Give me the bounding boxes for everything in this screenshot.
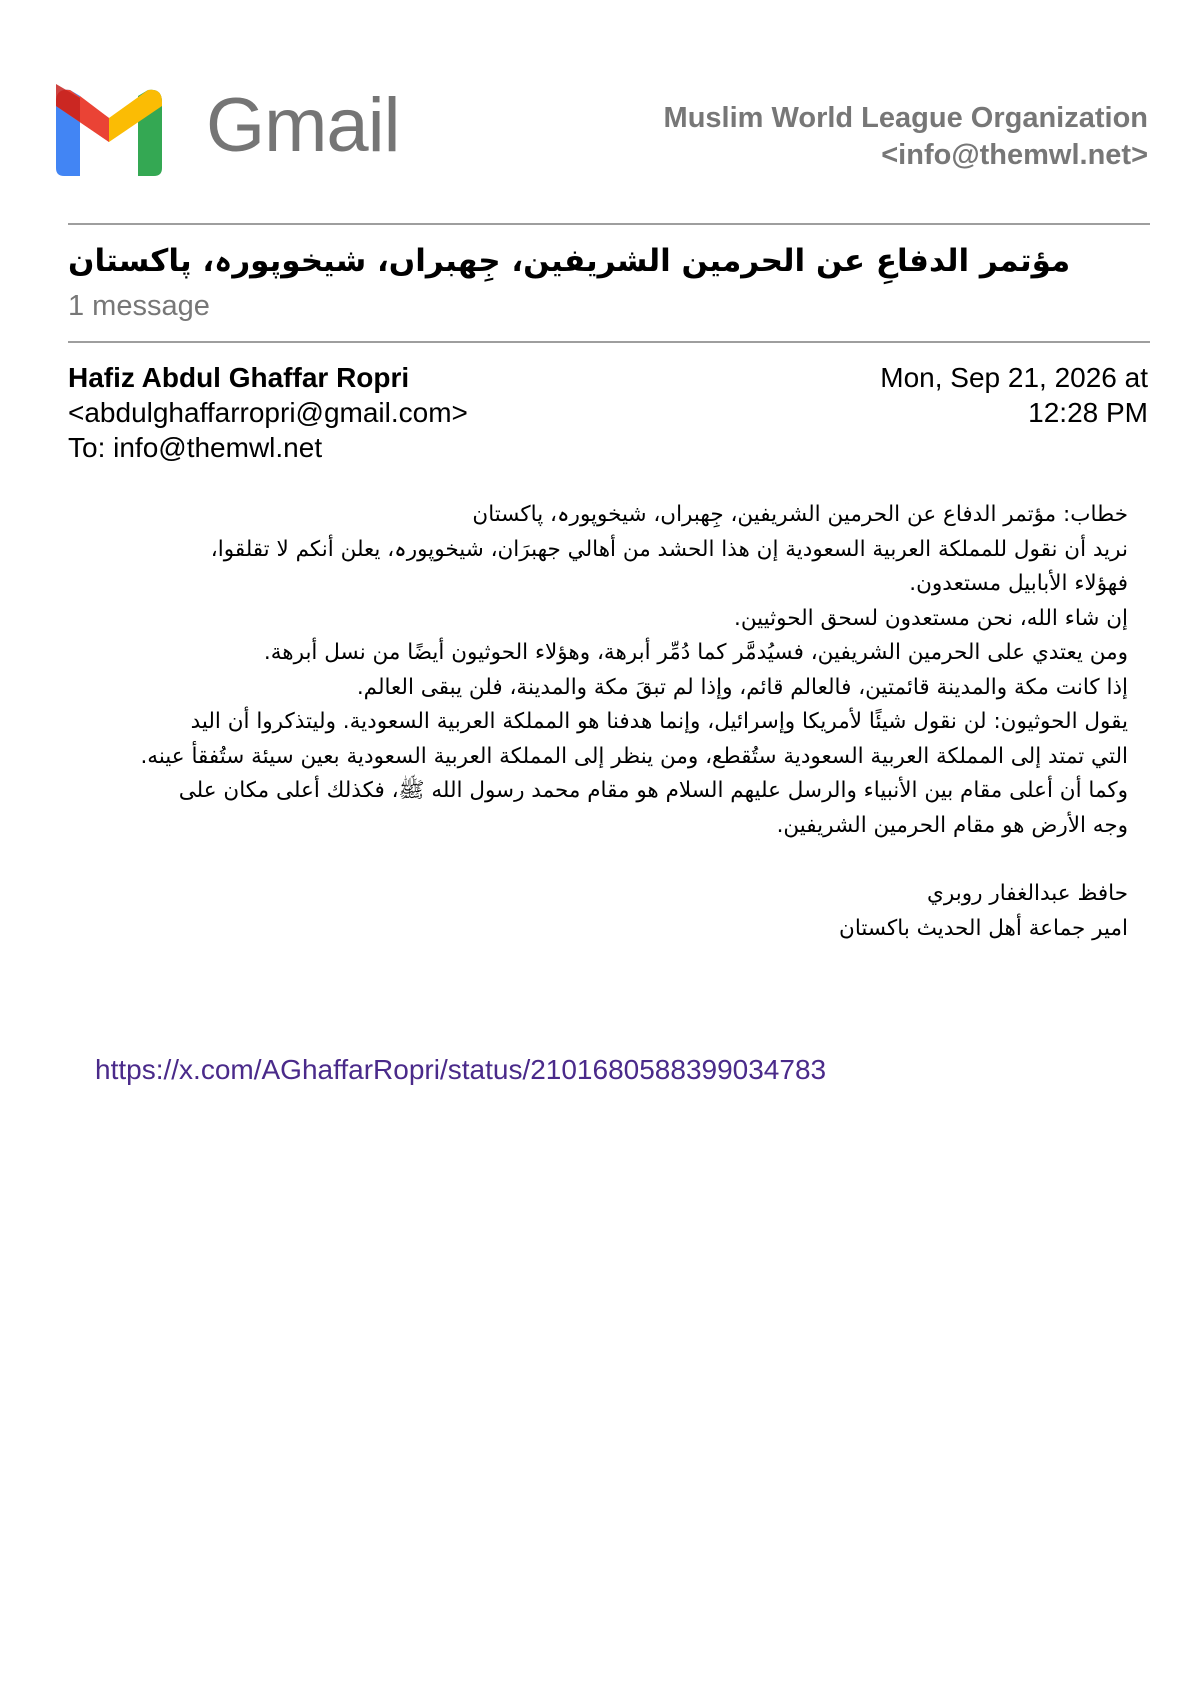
signature-title: امير جماعة أهل الحديث باكستان xyxy=(839,915,1128,941)
message-count: 1 message xyxy=(68,290,210,322)
sender-info xyxy=(68,360,468,465)
account-name: Muslim World League Organization xyxy=(663,102,1148,134)
header-divider xyxy=(68,223,1150,225)
recipient-line: To: info@themwl.net xyxy=(68,432,323,463)
date-line-2: 12:28 PM xyxy=(1028,397,1148,428)
sender-email: <abdulghaffarropri@gmail.com> xyxy=(68,397,468,428)
account-email: <info@themwl.net> xyxy=(881,139,1148,171)
body-line: إن شاء الله، نحن مستعدون لسحق الحوثيين. xyxy=(733,605,1128,631)
date-line-1: Mon, Sep 21, 2026 at xyxy=(880,362,1148,393)
subject-text: مؤتمر الدفاعِ عن الحرمين الشريفين، جِهبراں، شیخوپورہ، پاکستان xyxy=(68,243,1071,279)
gmail-logo-icon xyxy=(56,84,162,176)
body-spacer xyxy=(90,843,1128,877)
thread-subject xyxy=(68,238,1150,284)
account-header xyxy=(664,100,1148,174)
signature-name: حافظ عبدالغفار روبري xyxy=(927,881,1128,906)
body-line: يقول الحوثيون: لن نقول شيئًا لأمريكا وإسرائيل، وإنما هدفنا هو المملكة العربية السعودية. وليتذكروا أن اليد xyxy=(190,709,1128,734)
body-line: إذا كانت مكة والمدينة قائمتين، فالعالم قائم، وإذا لم تبقَ مكة والمدينة، فلن يبقى العالم. xyxy=(356,674,1128,700)
thread-divider xyxy=(68,341,1150,343)
body-line: وجه الأرض هو مقام الحرمين الشريفين. xyxy=(776,812,1128,838)
gmail-wordmark: Gmail xyxy=(206,83,400,168)
sender-name: Hafiz Abdul Ghaffar Ropri xyxy=(68,362,410,393)
body-line: نريد أن نقول للمملكة العربية السعودية إن هذا الحشد من أهالي جهبرَان، شیخوپورہ، يعلن أنكم لا تقلقوا، xyxy=(210,536,1128,562)
message-date xyxy=(828,360,1148,430)
status-link[interactable]: https://x.com/AGhaffarRopri/status/2101680588399034783 xyxy=(95,1054,827,1085)
body-line: ومن يعتدي على الحرمين الشريفين، فسيُدمَّر كما دُمِّر أبرهة، وهؤلاء الحوثيون أيضًا من نسل أبرهة. xyxy=(263,640,1128,665)
body-line: خطاب: مؤتمر الدفاع عن الحرمين الشريفين، جِهبراں، شیخوپورہ، پاکستان xyxy=(472,502,1128,527)
body-line: وكما أن أعلى مقام بين الأنبياء والرسل عليهم السلام هو مقام محمد رسول الله ﷺ، فكذلك أعلى مكان على xyxy=(178,778,1128,803)
message-body xyxy=(90,498,1128,946)
body-line: فهؤلاء الأبابيل مستعدون. xyxy=(909,571,1128,596)
body-line: التي تمتد إلى المملكة العربية السعودية ستُقطع، ومن ينظر إلى المملكة العربية السعودية بعين سيئة ستُفقأ عينه. xyxy=(140,743,1128,769)
